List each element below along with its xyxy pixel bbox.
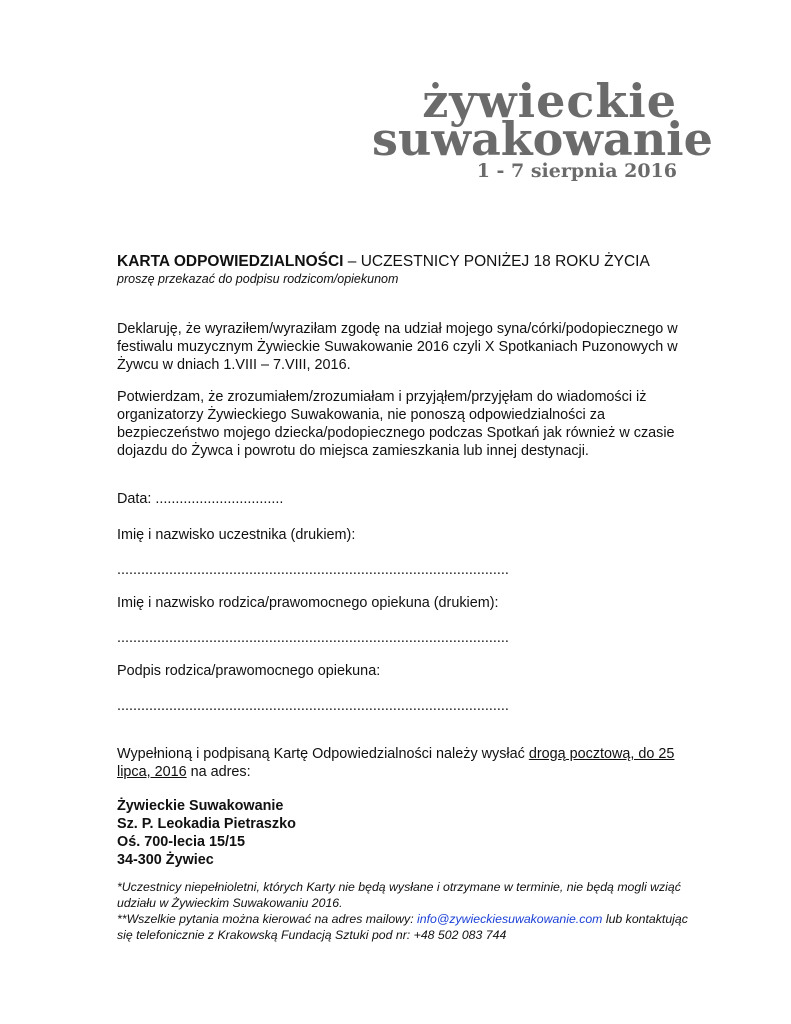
festival-logo bbox=[372, 74, 713, 182]
mailing-instructions bbox=[117, 745, 687, 781]
instructions-text: Wypełnioną i podpisaną Kartę Odpowiedzialności należy wysłać bbox=[117, 746, 529, 762]
document-title bbox=[117, 253, 650, 271]
instructions-tail: na adres: bbox=[186, 764, 251, 780]
address-line-3: Oś. 700-lecia 15/15 bbox=[117, 834, 246, 850]
declaration-paragraph: Deklaruję, że wyraziłem/wyraziłam zgodę na udział mojego syna/córki/podopiecznego w festiwalu muzycznym Żywieckie Suwakowanie 2016 czyli X Spotkaniach Puzonowych w Żywcu w dniach 1.VIII – 7.VIII, 2016. bbox=[117, 321, 678, 373]
confirmation-paragraph: Potwierdzam, że zrozumiałem/zrozumiałam i przyjąłem/przyjęłam do wiadomości iż organizatorzy Żywieckiego Suwakowania, nie ponoszą odpowiedzialności za bezpieczeństwo mojego dziecka/podopiecznego podczas Spotkań jak również w czasie dojazdu do Żywca i powrotu do miejsca zamieszkania lub innej destynacji. bbox=[117, 389, 675, 459]
participant-name-line: .................................................................................................. bbox=[117, 562, 509, 578]
date-field: Data: ................................ bbox=[117, 491, 284, 507]
participant-name-label: Imię i nazwisko uczestnika (drukiem): bbox=[117, 527, 356, 543]
logo-line-2: suwakowanie bbox=[372, 112, 713, 166]
title-bold: KARTA ODPOWIEDZIALNOŚCI bbox=[117, 253, 344, 270]
mailing-address bbox=[117, 797, 296, 869]
signature-label: Podpis rodzica/prawomocnego opiekuna: bbox=[117, 663, 381, 679]
address-line-1: Żywieckie Suwakowanie bbox=[117, 798, 284, 814]
document-subtitle: proszę przekazać do podpisu rodzicom/opiekunom bbox=[117, 272, 399, 286]
address-line-4: 34-300 Żywiec bbox=[117, 852, 214, 868]
footnotes bbox=[117, 879, 697, 943]
guardian-name-label: Imię i nazwisko rodzica/prawomocnego opiekuna (drukiem): bbox=[117, 595, 499, 611]
footnote-2-tail: lub kontaktując się telefonicznie z Krakowską Fundacją Sztuki pod nr: +48 502 083 744 bbox=[117, 912, 688, 942]
footnote-2: **Wszelkie pytania można kierować na adres mailowy: bbox=[117, 912, 418, 926]
title-rest: – UCZESTNICY PONIŻEJ 18 ROKU ŻYCIA bbox=[343, 253, 650, 270]
logo-line-1: żywieckie bbox=[422, 74, 677, 128]
deadline-underlined: drogą pocztową, do 25 lipca, 2016 bbox=[117, 746, 675, 780]
logo-dates: 1 - 7 sierpnia 2016 bbox=[476, 160, 677, 182]
footnote-1: *Uczestnicy niepełnioletni, których Karty nie będą wysłane i otrzymane w terminie, nie będą mogli wziąć udziału w Żywieckim Suwakowaniu 2016. bbox=[117, 880, 681, 910]
guardian-name-line: .................................................................................................. bbox=[117, 630, 509, 646]
address-line-2: Sz. P. Leokadia Pietraszko bbox=[117, 816, 296, 832]
signature-line: .................................................................................................. bbox=[117, 698, 509, 714]
contact-email-link[interactable]: info@zywieckiesuwakowanie.com bbox=[417, 912, 603, 926]
